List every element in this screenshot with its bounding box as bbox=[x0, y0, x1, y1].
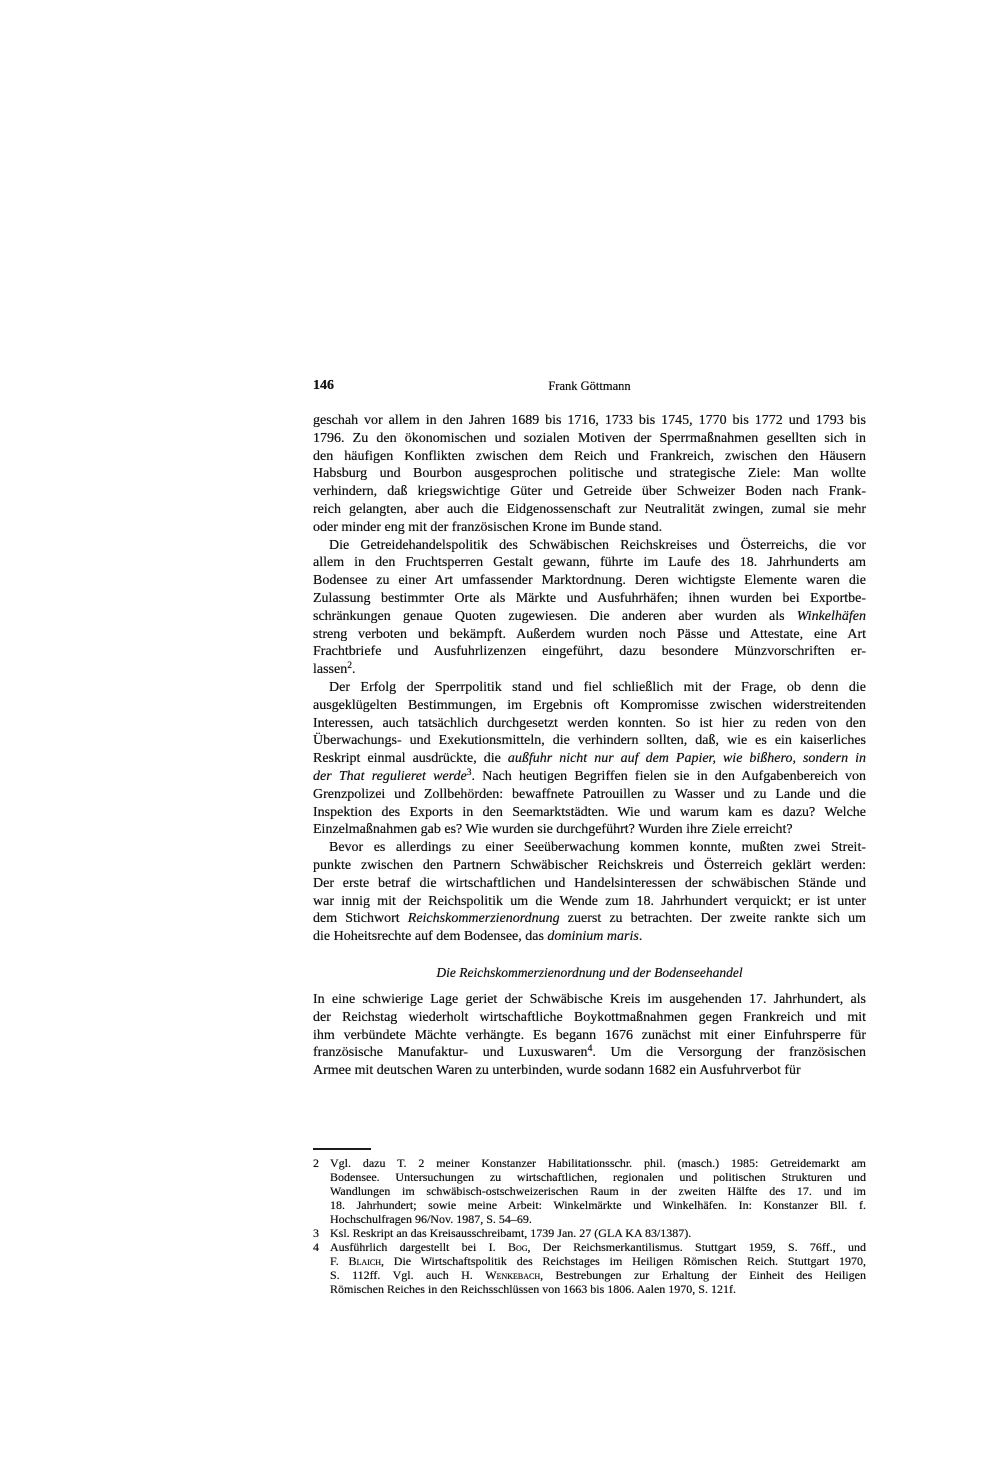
text-run: allem in den Fruchtsperren Gestalt gewann, führte im Laufe des 18. Jahrhunderts am bbox=[313, 555, 866, 571]
text-run: Vgl. dazu T. 2 meiner Konstanzer Habilitationsschr. phil. (masch.) 1985: Getreidemarkt am bbox=[330, 1156, 866, 1170]
text-run: Reskript einmal ausdrückte, die bbox=[313, 751, 508, 767]
text-run: schränkungen genaue Quoten zugewiesen. Die anderen aber wurden als bbox=[313, 608, 797, 624]
text-line-content bbox=[313, 716, 866, 731]
text-line-content bbox=[329, 538, 866, 553]
text-run: Interessen, auch tatsächlich durchgesetzt werden konnten. So ist hier zu reden von den bbox=[313, 715, 866, 731]
text-line bbox=[313, 928, 866, 946]
text-run: 18. Jahrhundert; sowie meine Arbeit: Winkelmärkte und Winkelhäfen. In: Konstanzer Bll. f. bbox=[330, 1198, 866, 1212]
footnote-text bbox=[330, 1226, 866, 1240]
text-run: Ksl. Reskript an das Kreisausschreibamt, 1739 Jan. 27 (GLA KA 83/1387). bbox=[330, 1226, 692, 1240]
text-line bbox=[313, 501, 866, 519]
text-line bbox=[313, 430, 866, 448]
text-line-content bbox=[313, 466, 866, 481]
text-run: war innig mit der Reichspolitik um die Wende zum 18. Jahrhundert verquickt; er ist unter bbox=[313, 893, 866, 909]
text-line bbox=[313, 750, 866, 768]
text-run: . bbox=[638, 929, 643, 945]
footnote-text bbox=[330, 1156, 866, 1226]
text-line bbox=[313, 697, 866, 715]
text-run: die Hoheitsrechte auf dem Bodensee, das bbox=[313, 929, 548, 945]
paragraph bbox=[313, 839, 866, 946]
text-run: den häufigen Konflikten zwischen dem Reich und Frankreich, zwischen den Häusern bbox=[313, 448, 866, 464]
text-line-content bbox=[313, 751, 866, 766]
text-run: , Die Wirtschaftspolitik des Reichstages im Heiligen Römischen Reich. Stuttgart 1970, bbox=[380, 1254, 866, 1268]
text-run: punkte zwischen den Partnern Schwäbischer Reichskreis und Österreich geklärt werden: bbox=[313, 857, 866, 873]
text-run: Der erste betraf die wirtschaftlichen und Handelsinteressen der schwäbischen Stände und bbox=[313, 875, 866, 891]
footnote-line bbox=[330, 1184, 866, 1198]
running-title: Frank Göttmann bbox=[548, 379, 631, 393]
italic-text: Reichskommerzienordnung bbox=[407, 911, 560, 927]
footnote bbox=[313, 1156, 866, 1226]
footnote-number: 2 bbox=[313, 1156, 319, 1170]
author-name: Bog bbox=[507, 1240, 528, 1254]
footnote-line bbox=[330, 1268, 866, 1282]
text-line bbox=[313, 554, 866, 572]
text-run: Habsburg und Bourbon ausgesprochen politische und strategische Ziele: Man wollte bbox=[313, 466, 866, 482]
text-line bbox=[313, 626, 866, 644]
text-run: Bodensee zu einer Art umfassender Marktordnung. Deren wichtigste Elemente waren die bbox=[313, 573, 866, 589]
text-line-content bbox=[330, 1212, 532, 1226]
text-line bbox=[313, 1027, 866, 1045]
text-line-content bbox=[313, 733, 866, 748]
text-run: . Nach heutigen Begriffen fielen sie in den Aufgabenbereich von bbox=[471, 768, 866, 784]
text-line-content bbox=[313, 1045, 866, 1060]
text-line bbox=[313, 821, 866, 839]
text-line bbox=[313, 590, 866, 608]
text-line-content bbox=[330, 1156, 866, 1170]
text-run: Zulassung bestimmter Orte als Märkte und Ausfuhrhäfen; ihnen wurden bei Exportbe- bbox=[313, 590, 866, 606]
running-header bbox=[313, 377, 866, 395]
text-line bbox=[313, 519, 866, 537]
text-run: . Um die Versorgung der französischen bbox=[592, 1045, 867, 1061]
text-line-content bbox=[313, 992, 866, 1007]
body-text bbox=[313, 991, 866, 1080]
text-line bbox=[313, 804, 866, 822]
text-line-content bbox=[330, 1240, 866, 1254]
text-run: , Der Reichsmerkantilismus. Stuttgart 1959, S. 76ff., und bbox=[527, 1240, 866, 1254]
text-run: Bevor es allerdings zu einer Seeüberwachung kommen konnte, mußten zwei Streit- bbox=[329, 840, 866, 856]
text-run: dem Stichwort bbox=[313, 911, 408, 927]
text-line bbox=[313, 768, 866, 786]
body-text bbox=[313, 412, 866, 946]
text-line bbox=[313, 483, 866, 501]
text-line bbox=[313, 1044, 866, 1062]
footnote-number: 3 bbox=[313, 1226, 319, 1240]
text-run: . bbox=[351, 662, 356, 678]
text-run: Armee mit deutschen Waren zu unterbinden, wurde sodann 1682 ein Ausfuhrverbot für bbox=[313, 1063, 801, 1079]
paragraph bbox=[313, 679, 866, 839]
text-line-content bbox=[313, 484, 866, 499]
text-line bbox=[313, 661, 866, 679]
footnote-line bbox=[330, 1170, 866, 1184]
text-line-content bbox=[313, 894, 866, 909]
paragraph bbox=[313, 537, 866, 679]
text-line-content bbox=[313, 413, 866, 428]
text-line-content bbox=[313, 502, 866, 517]
text-run: Grenzpolizei und Zollbehörden: bewaffnete Patrouillen zu Wasser und zu Lande und die bbox=[313, 786, 866, 802]
section-heading: Die Reichskommerzienordnung und der Bodenseehandel bbox=[436, 965, 743, 980]
text-line-content bbox=[313, 911, 866, 926]
paragraph bbox=[313, 412, 866, 537]
paragraph bbox=[313, 991, 866, 1080]
text-line bbox=[313, 991, 866, 1009]
text-run: Wandlungen im schwäbisch-ostschweizerischen Raum in der zweiten Hälfte des 17. und im bbox=[330, 1184, 866, 1198]
text-run: Hochschulfragen 96/Nov. 1987, S. 54–69. bbox=[330, 1212, 532, 1226]
text-line-content bbox=[313, 858, 866, 873]
italic-text: Winkelhäfen bbox=[796, 608, 866, 624]
text-line bbox=[313, 715, 866, 733]
text-line bbox=[313, 643, 866, 661]
text-line bbox=[313, 875, 866, 893]
text-line bbox=[313, 465, 866, 483]
text-line-content bbox=[313, 644, 866, 659]
text-line-content bbox=[330, 1170, 866, 1184]
author-name: Blaich bbox=[348, 1254, 381, 1268]
footnote-line bbox=[330, 1198, 866, 1212]
text-line bbox=[313, 786, 866, 804]
text-run: verhindern, daß kriegswichtige Güter und Getreide über Schweizer Boden nach Frank- bbox=[313, 484, 866, 500]
text-run: französische Manufaktur- und Luxuswaren bbox=[313, 1045, 588, 1061]
text-run: oder minder eng mit der französischen Krone im Bunde stand. bbox=[313, 519, 663, 535]
footnote bbox=[313, 1226, 866, 1240]
italic-text: außfuhr nicht nur auf dem Papier, wie bißhero, sondern in bbox=[507, 751, 866, 767]
text-run: Inspektion des Exports in den Seemarktstädten. Wie und warum kam es dazu? Welche bbox=[313, 804, 866, 820]
text-run: lassen bbox=[313, 662, 348, 678]
italic-text: dominium maris bbox=[547, 929, 639, 945]
footnote bbox=[313, 1240, 866, 1296]
text-line-content bbox=[313, 449, 866, 464]
text-run: zuerst zu betrachten. Der zweite rankte sich um bbox=[559, 911, 866, 927]
footnote-line bbox=[330, 1282, 866, 1296]
text-run: Einzelmaßnahmen gab es? Wie wurden sie durchgeführt? Wurden ihre Ziele erreicht? bbox=[313, 822, 793, 838]
text-line-content bbox=[313, 787, 866, 802]
text-line bbox=[313, 537, 866, 555]
text-line-content bbox=[313, 929, 642, 944]
text-line bbox=[313, 839, 866, 857]
text-run: In eine schwierige Lage geriet der Schwäbische Kreis im ausgehenden 17. Jahrhundert, als bbox=[313, 992, 866, 1007]
text-run: Römischen Reiches in den Reichsschlüssen von 1663 bis 1806. Aalen 1970, S. 121f. bbox=[330, 1282, 736, 1296]
text-run: Überwachungs- und Exekutionsmitteln, die verhindern sollten, daß, wie es ein kaiserliches bbox=[313, 733, 866, 749]
text-line bbox=[313, 893, 866, 911]
text-line-content bbox=[329, 680, 866, 695]
text-run: Ausführlich dargestellt bei I. bbox=[330, 1240, 508, 1254]
text-run: ausgeklügelten Bestimmungen, im Ergebnis oft Kompromisse zwischen widerstreitenden bbox=[313, 697, 866, 713]
text-run: 1796. Zu den ökonomischen und sozialen Motiven der Sperrmaßnahmen gesellten sich in bbox=[313, 430, 866, 446]
text-line bbox=[313, 1009, 866, 1027]
text-line-content bbox=[313, 876, 866, 891]
text-line-content bbox=[330, 1254, 866, 1268]
text-line-content bbox=[313, 431, 866, 446]
text-run: reich gelangten, aber auch die Eidgenossenschaft zur Neutralität zwingen, zumal sie mehr bbox=[313, 501, 866, 517]
footnote-rule bbox=[313, 1148, 371, 1150]
text-run: der Reichstag wiederholt wirtschaftliche Boykottmaßnahmen gegen Frankreich und mit bbox=[313, 1009, 866, 1025]
author-name: Wenkebach bbox=[485, 1268, 541, 1282]
footnote-marker: 2 bbox=[347, 661, 352, 672]
text-line bbox=[313, 679, 866, 697]
text-line-content bbox=[313, 627, 866, 642]
text-line-content bbox=[330, 1268, 866, 1282]
text-line bbox=[313, 448, 866, 466]
footnote-line bbox=[330, 1254, 866, 1268]
text-line-content bbox=[313, 520, 662, 535]
text-line-content bbox=[313, 769, 866, 784]
text-line-content bbox=[329, 840, 866, 855]
italic-text: der That regulieret werde bbox=[313, 768, 467, 784]
text-line-content bbox=[313, 609, 866, 624]
text-run: S. 112ff. Vgl. auch H. bbox=[330, 1268, 486, 1282]
footnote-marker: 3 bbox=[466, 767, 472, 778]
text-line-content bbox=[313, 555, 866, 570]
text-line bbox=[313, 732, 866, 750]
text-line-content bbox=[330, 1226, 691, 1240]
text-run: , Bestrebungen zur Erhaltung der Einheit des Heiligen bbox=[540, 1268, 867, 1282]
text-line-content bbox=[313, 822, 793, 837]
text-run: Bodensee. Untersuchungen zu wirtschaftlichen, regionalen und politischen Strukturen und bbox=[330, 1170, 866, 1184]
text-line-content bbox=[313, 698, 866, 713]
text-run: F. bbox=[330, 1254, 349, 1268]
text-line-content bbox=[330, 1282, 736, 1296]
text-line-content bbox=[313, 573, 866, 588]
text-run: Die Getreidehandelspolitik des Schwäbischen Reichskreises und Österreichs, die vor bbox=[329, 537, 866, 553]
footnote-line bbox=[330, 1240, 866, 1254]
text-run: Der Erfolg der Sperrpolitik stand und fiel schließlich mit der Frage, ob denn die bbox=[329, 679, 866, 695]
text-line bbox=[313, 608, 866, 626]
text-line-content bbox=[330, 1184, 866, 1198]
text-run: geschah vor allem in den Jahren 1689 bis 1716, 1733 bis 1745, 1770 bis 1772 und 1793 bis bbox=[313, 413, 866, 428]
footnote-text bbox=[330, 1240, 866, 1296]
text-run: Frachtbriefe und Ausfuhrlizenzen eingeführt, dazu besondere Münzvorschriften er- bbox=[313, 644, 866, 660]
text-line bbox=[313, 910, 866, 928]
footnote-line bbox=[330, 1212, 866, 1226]
text-line bbox=[313, 857, 866, 875]
text-line bbox=[313, 572, 866, 590]
footnote-line bbox=[330, 1156, 866, 1170]
footnote-marker: 4 bbox=[587, 1044, 593, 1055]
footnotes bbox=[313, 1156, 866, 1296]
page-number: 146 bbox=[313, 378, 334, 393]
text-line bbox=[313, 412, 866, 430]
text-line bbox=[313, 1062, 866, 1080]
text-line-content bbox=[313, 662, 355, 677]
text-line-content bbox=[313, 1028, 866, 1043]
text-line-content bbox=[313, 591, 866, 606]
text-line-content bbox=[330, 1198, 866, 1212]
text-run: ihm verbündete Mächte verhängte. Es begann 1676 zunächst mit einer Einfuhrsperre für bbox=[313, 1027, 866, 1043]
text-run: streng verboten und bekämpft. Außerdem wurden noch Pässe und Attestate, eine Art bbox=[313, 626, 866, 642]
text-line-content bbox=[313, 805, 866, 820]
footnote-number: 4 bbox=[313, 1240, 319, 1254]
text-line-content bbox=[313, 1010, 866, 1025]
footnote-line bbox=[330, 1226, 866, 1240]
text-line-content bbox=[313, 1063, 801, 1078]
